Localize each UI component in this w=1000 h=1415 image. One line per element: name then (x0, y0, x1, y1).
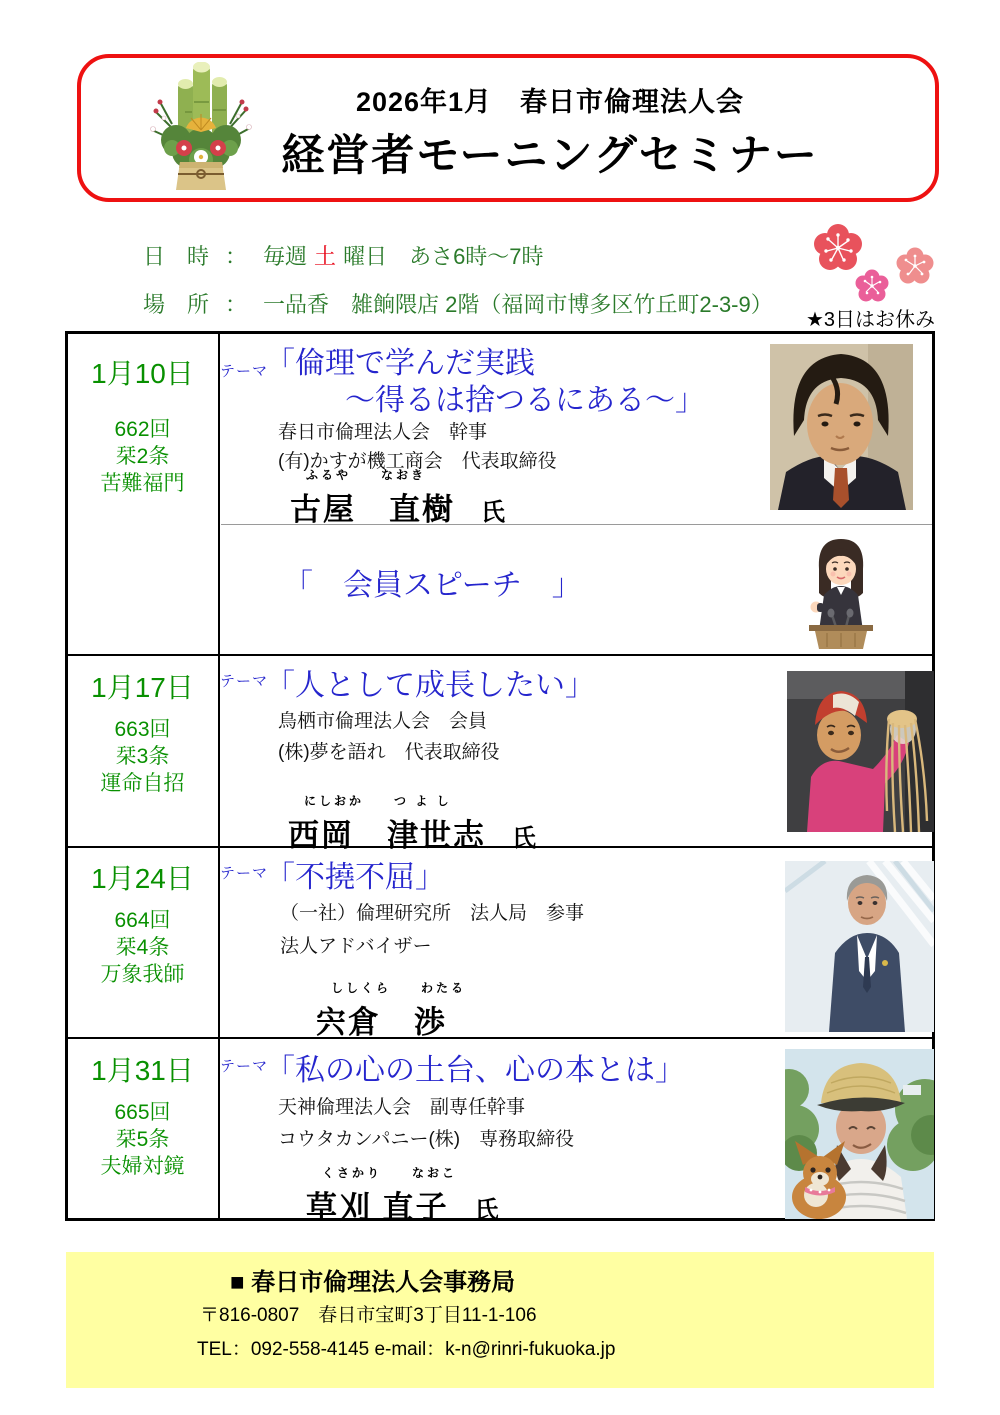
datetime-line (143, 240, 544, 271)
place-line (143, 288, 773, 319)
speaker-photo-shishikura (785, 861, 934, 1032)
speaker-honorific: 氏 (512, 825, 536, 852)
session-4-date-cell (67, 1049, 218, 1180)
session-4-affiliation-1: 天神倫理法人会 副専任幹事 (278, 1097, 526, 1118)
speaker-name: 古屋 直樹 (290, 492, 455, 527)
session-shiori: 栞4条 (115, 936, 170, 959)
row-divider-1 (65, 654, 935, 656)
datetime-label: 日 時 (143, 244, 210, 269)
footer-address: 〒816-0807 春日市宝町3丁目11-1-106 (200, 1305, 537, 1326)
speaker-furigana: くさかり なおこ (322, 1166, 458, 1180)
datetime-colon: ： (225, 244, 248, 269)
datetime-pre: 毎週 (263, 244, 308, 269)
session-motto: 夫婦対鏡 (100, 1155, 185, 1178)
session-date: 1月10日 (91, 358, 194, 389)
speaker-honorific: 氏 (481, 499, 505, 526)
theme-label: テーマ (220, 673, 269, 690)
session-2-affiliation-1: 鳥栖市倫理法人会 会員 (278, 711, 488, 732)
session-3-affiliation-1: （一社）倫理研究所 法人局 参事 (280, 903, 585, 924)
session-4-speaker (306, 1164, 499, 1227)
session-motto: 運命自招 (100, 772, 185, 795)
member-speech-illustration (797, 533, 885, 649)
datetime-day: 土 (314, 244, 337, 269)
page-title: 経営者モーニングセミナー (281, 132, 819, 180)
footer-heading: ■ 春日市倫理法人会事務局 (230, 1269, 516, 1296)
holiday-note: ★3日はお休み (805, 309, 935, 331)
theme-label: テーマ (220, 1058, 269, 1075)
speaker-furigana: ししくら わたる (331, 981, 467, 995)
session-3-theme: 「不撓不屈」 (265, 861, 445, 894)
place-colon: ： (225, 292, 248, 317)
speaker-honorific: 氏 (474, 1197, 499, 1224)
session-1-speaker (290, 466, 505, 529)
session-2-date-cell (67, 666, 218, 797)
session-2-speaker (288, 792, 536, 855)
plum-blossoms-icon (810, 222, 940, 310)
session-round: 662回 (114, 418, 171, 441)
session-1-affiliation-2: (有)かすが機工商会 代表取締役 (278, 451, 557, 472)
header-subtitle: 2026年1月 春日市倫理法人会 (355, 87, 745, 117)
session-round: 665回 (114, 1101, 171, 1124)
session-round: 663回 (114, 718, 171, 741)
theme-label: テーマ (220, 865, 269, 882)
session-4-theme: 「私の心の土台、心の本とは」 (265, 1054, 685, 1087)
session-3-affiliation-2: 法人アドバイザー (280, 936, 432, 957)
header-titles (225, 80, 875, 183)
theme-label: テーマ (220, 363, 269, 380)
footer-contact: TEL：092-558-4145 e-mail：k-n@rinri-fukuoka.jp (197, 1339, 616, 1360)
speaker-furigana: にしおか つ よ し (304, 794, 452, 808)
footer-box (66, 1252, 934, 1388)
session-shiori: 栞2条 (115, 445, 170, 468)
session-1-extra-theme: 「 会員スピーチ 」 (283, 569, 582, 602)
speaker-name: 草刈 直子 (306, 1190, 449, 1225)
session-date: 1月17日 (91, 672, 194, 703)
speaker-photo-nishioka (787, 671, 934, 832)
row-divider-3 (65, 1037, 935, 1039)
session-1-theme-line1: 「倫理で学んだ実践 (265, 347, 535, 380)
session-3-date-cell (67, 857, 218, 988)
session-motto: 万象我師 (100, 963, 185, 986)
session-shiori: 栞5条 (115, 1128, 170, 1151)
session-3-speaker (315, 979, 473, 1042)
table-column-divider (218, 331, 220, 1221)
session-2-affiliation-2: (株)夢を語れ 代表取締役 (278, 742, 500, 763)
session-round: 664回 (114, 909, 171, 932)
speaker-name: 西岡 津世志 (288, 818, 486, 853)
speaker-photo-furuya (770, 344, 913, 510)
session-4-affiliation-2: コウタカンパニー(株) 専務取締役 (278, 1129, 575, 1150)
session-1-date-cell (67, 352, 218, 497)
place-label: 場 所 (143, 292, 210, 317)
speaker-photo-kusakari (785, 1049, 934, 1219)
session-motto: 苦難福門 (100, 472, 185, 495)
place-value: 一品香 雑餉隈店 2階（福岡市博多区竹丘町2-3-9） (263, 292, 773, 317)
datetime-post: 曜日 あさ6時～7時 (343, 244, 544, 269)
session-date: 1月24日 (91, 863, 194, 894)
session-shiori: 栞3条 (115, 745, 170, 768)
speaker-name: 宍倉 渉 (315, 1005, 447, 1040)
session-1-theme-line2: ～得るは捨つるにある～」 (345, 384, 705, 417)
session-1-affiliation-1: 春日市倫理法人会 幹事 (278, 422, 488, 443)
speaker-furigana: ふるや なおき (306, 468, 427, 482)
session-2-theme: 「人として成長したい」 (265, 669, 595, 702)
session-date: 1月31日 (91, 1055, 194, 1086)
